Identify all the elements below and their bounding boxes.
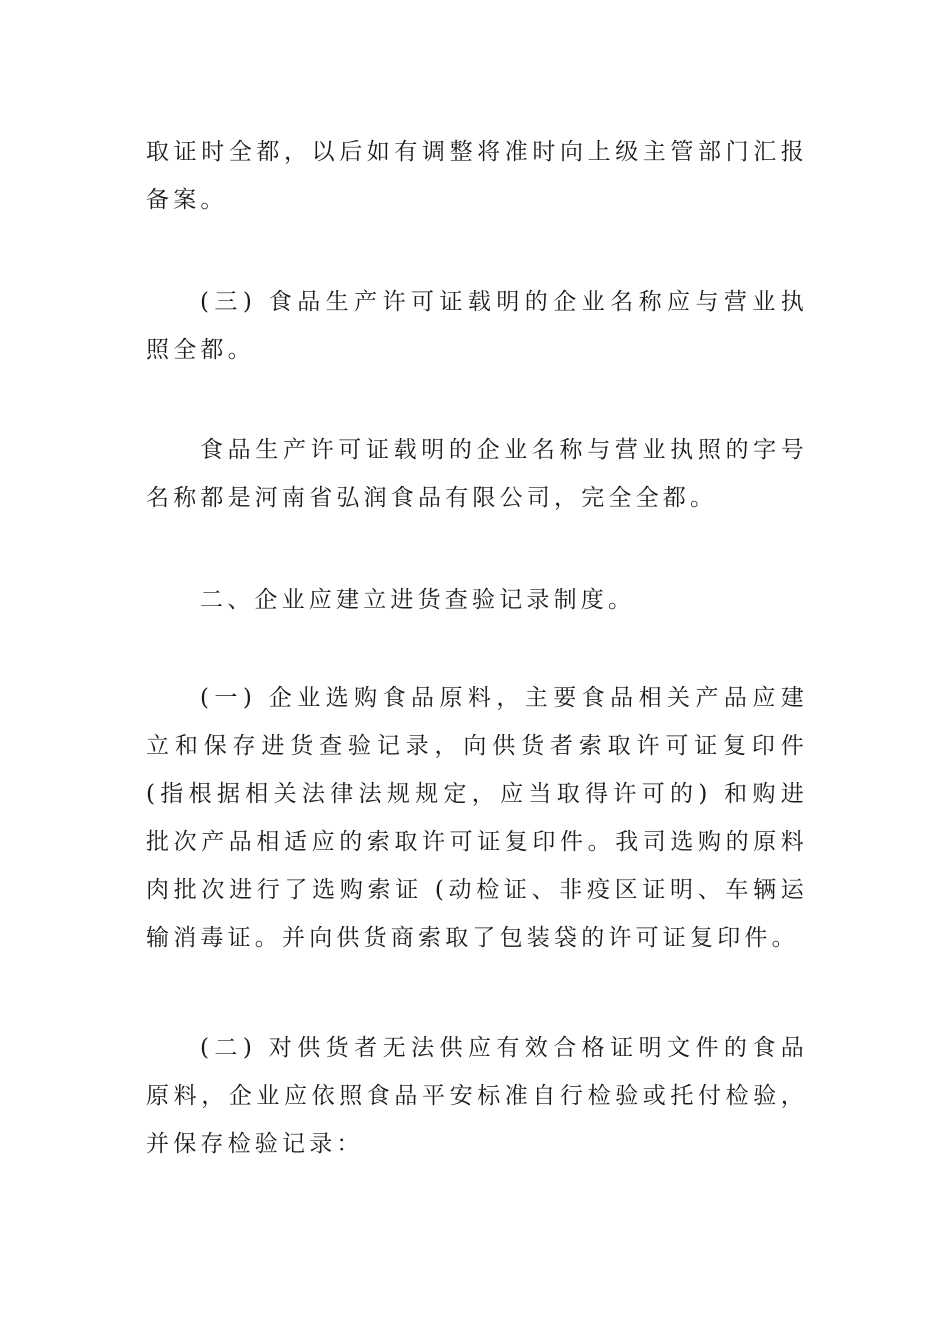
paragraph-3: 食品生产许可证载明的企业名称与营业执照的字号名称都是河南省弘润食品有限公司，完全全都。: [146, 437, 808, 511]
paragraph-4: (一) 企业选购食品原料，主要食品相关产品应建立和保存进货查验记录，向供货者索取许可证复印件 (指根据相关法律法规规定，应当取得许可的) 和购进批次产品相适应的索取许可证复印件。我司选购的原料肉批次进行了选购索证 (动检证、非疫区证明、车辆运输消毒证。并向供货商索取了包装袋的许可证复印件。: [146, 685, 808, 951]
paragraph-1: 取证时全都，以后如有调整将准时向上级主管部门汇报备案。: [146, 139, 808, 213]
paragraph-5: (二) 对供货者无法供应有效合格证明文件的食品原料，企业应依照食品平安标准自行检验或托付检验，并保存检验记录：: [146, 1035, 808, 1157]
section-heading-2: 二、企业应建立进货查验记录制度。: [200, 587, 636, 613]
paragraph-2: (三) 食品生产许可证载明的企业名称应与营业执照全都。: [146, 289, 808, 363]
